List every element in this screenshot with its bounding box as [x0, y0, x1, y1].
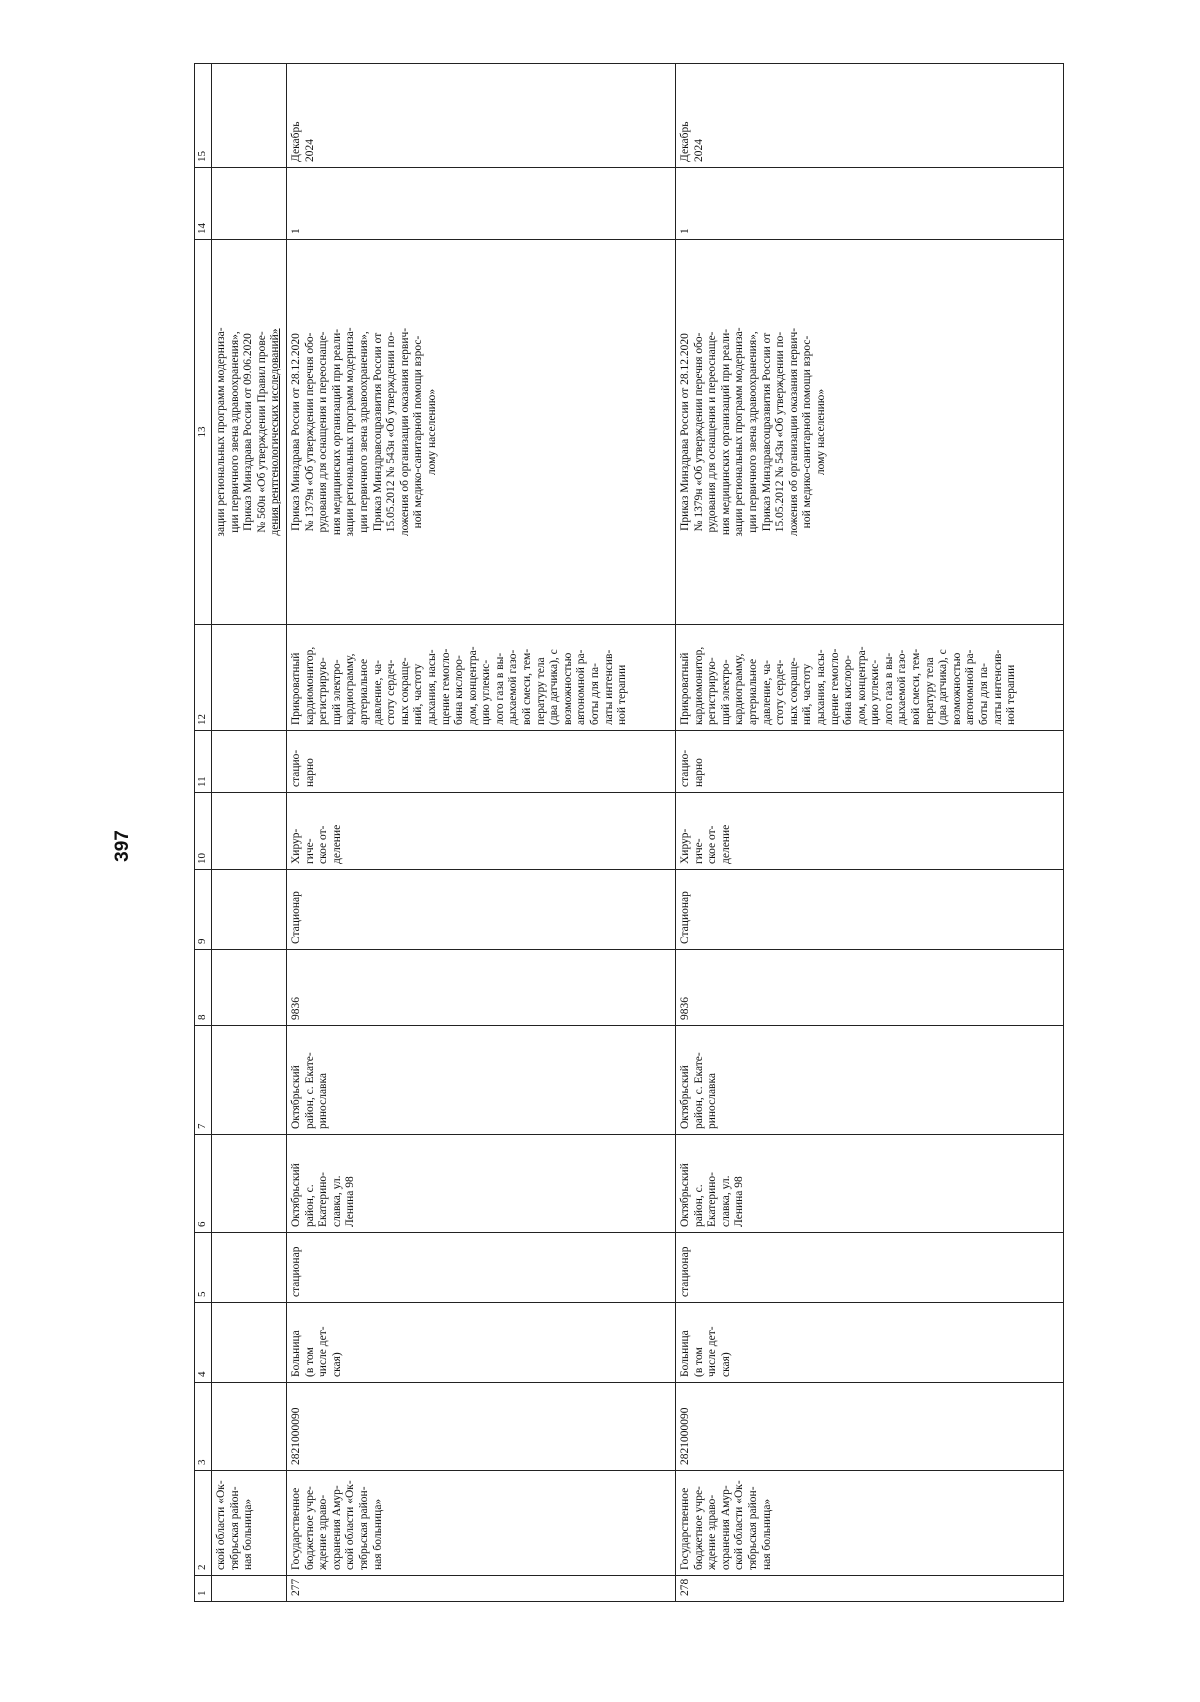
text-line: район, с.: [692, 1184, 705, 1227]
text-line: ское от-: [317, 825, 330, 864]
header-cell-3: 3: [195, 1383, 212, 1471]
text-line: дыхания, насы-: [425, 649, 438, 725]
text-line: ний, частоту: [801, 663, 814, 725]
cell-population: [212, 950, 287, 1026]
text-line: охранения Амур-: [719, 1485, 732, 1570]
cell-quantity: 1: [286, 168, 675, 240]
text-line: ской области «Ок-: [344, 1480, 357, 1570]
cell-institution: [675, 1471, 1063, 1576]
cell-regulation: [212, 240, 287, 625]
text-line: ной медико-санитарной помощи взрос-: [801, 335, 814, 529]
cell-facility-type: [286, 1303, 675, 1383]
text-line: ции первичного звена здравоохранения»,: [746, 331, 759, 533]
text-line: бина кислоро-: [842, 655, 855, 725]
text-line: кардиограмму,: [344, 653, 357, 725]
text-line: ское от-: [706, 825, 719, 864]
text-line: стацио-: [289, 749, 302, 787]
cell-regulation: [675, 240, 1063, 625]
text-line: деление: [330, 824, 343, 864]
cell-deadline: [675, 64, 1063, 168]
cell-locality: [675, 1026, 1063, 1135]
text-line: ная больница»: [242, 1498, 255, 1570]
text-line: № 1379н «Об утверждении перечня обо-: [692, 332, 705, 532]
header-cell-4: 4: [195, 1303, 212, 1383]
text-line: ская): [330, 1352, 343, 1377]
text-line: ния медицинских организаций при реали-: [330, 328, 343, 536]
text-line: лого газа в вы-: [493, 652, 506, 725]
header-cell-8: 8: [195, 950, 212, 1026]
cell-department: [212, 793, 287, 870]
header-cell-11: 11: [195, 731, 212, 793]
cell-unit: [212, 870, 287, 950]
cell-institution: [212, 1471, 287, 1576]
text-line: ная больница»: [760, 1498, 773, 1570]
text-line: ложения об организации оказания первич-: [398, 327, 411, 537]
text-line: кардиограмму,: [733, 653, 746, 725]
text-line: ной терапии: [616, 664, 629, 725]
header-cell-15: 15: [195, 64, 212, 168]
text-line: зации региональных программ модерниза-: [215, 327, 227, 537]
text-line: вой смеси, тем-: [910, 648, 923, 725]
cell-address: [286, 1135, 675, 1233]
text-line: дения рентгенологических исследований»: [269, 328, 282, 536]
header-cell-2: 2: [195, 1471, 212, 1576]
text-line: цию углекис-: [480, 659, 493, 725]
table-row: [675, 64, 1063, 1602]
text-line: лого газа в вы-: [882, 652, 895, 725]
text-line: возможностью: [950, 652, 963, 725]
text-line: нарно: [692, 758, 705, 787]
text-line: щий электро-: [719, 659, 732, 725]
text-line: ложения об организации оказания первич-: [787, 327, 800, 537]
text-line: щение гемогло-: [439, 648, 452, 725]
text-line: славка, ул.: [330, 1175, 343, 1227]
text-line: пературу тела: [923, 657, 936, 725]
text-line: деление: [719, 824, 732, 864]
cell-address: [675, 1135, 1063, 1233]
text-line: автономной ра-: [575, 649, 588, 725]
cell-number: 278: [675, 1576, 1063, 1602]
text-line: славка, ул.: [719, 1175, 732, 1227]
text-line: район, с. Екате-: [692, 1052, 705, 1129]
text-line: гиче-: [692, 838, 705, 864]
text-line: район, с. Екате-: [303, 1052, 316, 1129]
text-line: стоту сердеч-: [385, 659, 398, 725]
text-line: регистрирую-: [706, 657, 719, 725]
cell-conditions: [675, 731, 1063, 793]
text-line: артериальное: [746, 658, 759, 725]
text-line: ции первичного звена здравоохранения»,: [228, 331, 241, 533]
cell-locality: [212, 1026, 287, 1135]
text-line: Больница: [289, 1330, 302, 1377]
text-line: ской области «Ок-: [733, 1480, 746, 1570]
text-line: зации региональных программ модерниза-: [733, 327, 746, 537]
text-line: нарно: [303, 758, 316, 787]
text-line: ции первичного звена здравоохранения»,: [357, 331, 370, 533]
cell-department: [286, 793, 675, 870]
text-line: дыхания, насы-: [814, 649, 827, 725]
text-line: ждение здраво-: [706, 1494, 719, 1570]
text-line: (два датчика), с: [548, 649, 561, 725]
text-line: дыхаемой газо-: [896, 649, 909, 725]
text-line: (в том: [692, 1347, 705, 1377]
text-line: 2024: [303, 139, 316, 162]
text-line: цию углекис-: [869, 659, 882, 725]
text-line: бюджетное учре-: [692, 1486, 705, 1570]
text-line: 15.05.2012 № 543н «Об утверждении по-: [385, 331, 398, 533]
cell-care-form: [212, 1233, 287, 1303]
text-line: лому населению»: [425, 388, 438, 476]
text-line: стоту сердеч-: [774, 659, 787, 725]
text-line: Октябрьский: [289, 1065, 302, 1129]
text-line: кардиомонитор,: [303, 646, 316, 725]
text-line: зации региональных программ модерниза-: [344, 327, 357, 537]
text-line: автономной ра-: [964, 649, 977, 725]
cell-population: 9836: [675, 950, 1063, 1026]
table-row: [286, 64, 675, 1602]
text-line: ных сокраще-: [787, 657, 800, 725]
header-cell-6: 6: [195, 1135, 212, 1233]
cell-inn: 2821000090: [675, 1383, 1063, 1471]
text-line: латы интенсив-: [602, 649, 615, 725]
text-line: бина кислоро-: [453, 655, 466, 725]
cell-equipment: [675, 625, 1063, 731]
text-line: тябрьская район-: [746, 1486, 759, 1570]
text-line: ной медико-санитарной помощи взрос-: [412, 335, 425, 529]
header-cell-12: 12: [195, 625, 212, 731]
header-row: [195, 64, 212, 1602]
text-line: Октябрьский: [289, 1163, 302, 1227]
text-line: гиче-: [303, 838, 316, 864]
text-line: рудования для оснащения и переоснаще-: [706, 331, 719, 533]
text-line: дом, концентра-: [466, 646, 479, 725]
text-line: № 1379н «Об утверждении перечня обо-: [303, 332, 316, 532]
page-number: 397: [112, 830, 133, 862]
text-line: Хирур-: [678, 828, 691, 864]
text-line: щение гемогло-: [828, 648, 841, 725]
text-line: № 560н «Об утверждении Правил прове-: [255, 331, 268, 533]
header-cell-14: 14: [195, 168, 212, 240]
text-line: ных сокраще-: [398, 657, 411, 725]
text-line: лому населению»: [814, 388, 827, 476]
cell-institution: [286, 1471, 675, 1576]
header-cell-5: 5: [195, 1233, 212, 1303]
text-line: Декабрь: [289, 121, 302, 162]
text-line: стацио-: [678, 749, 691, 787]
text-line: Октябрьский: [678, 1065, 691, 1129]
text-line: ринославка: [706, 1073, 719, 1129]
header-cell-13: 13: [195, 240, 212, 625]
cell-unit: Стационар: [286, 870, 675, 950]
text-line: бюджетное учре-: [303, 1486, 316, 1570]
text-line: кардиомонитор,: [692, 646, 705, 725]
cell-conditions: [212, 731, 287, 793]
text-line: Хирур-: [289, 828, 302, 864]
text-line: Декабрь: [678, 121, 691, 162]
cell-care-form: стационар: [675, 1233, 1063, 1303]
cell-department: [675, 793, 1063, 870]
text-line: Октябрьский: [678, 1163, 691, 1227]
text-line: Приказ Минздравсоцразвития России от: [371, 332, 384, 532]
cell-unit: Стационар: [675, 870, 1063, 950]
cell-equipment: [286, 625, 675, 731]
text-line: Прикроватный: [289, 652, 302, 725]
text-line: Екатерино-: [317, 1171, 330, 1227]
cell-conditions: [286, 731, 675, 793]
text-line: ний, частоту: [412, 663, 425, 725]
text-line: латы интенсив-: [991, 649, 1004, 725]
cell-inn: [212, 1383, 287, 1471]
text-line: ная больница»: [371, 1498, 384, 1570]
cell-facility-type: [212, 1303, 287, 1383]
text-line: Приказ Минздравсоцразвития России от: [760, 332, 773, 532]
text-line: рудования для оснащения и переоснаще-: [317, 331, 330, 533]
cell-facility-type: [675, 1303, 1063, 1383]
text-line: тябрьская район-: [228, 1486, 241, 1570]
header-cell-10: 10: [195, 793, 212, 870]
rotated-table-container: [194, 84, 1064, 1602]
text-line: ждение здраво-: [317, 1494, 330, 1570]
text-line: (два датчика), с: [937, 649, 950, 725]
cell-population: 9836: [286, 950, 675, 1026]
header-cell-9: 9: [195, 870, 212, 950]
text-line: охранения Амур-: [330, 1485, 343, 1570]
text-line: давление, ча-: [760, 660, 773, 725]
text-line: давление, ча-: [371, 660, 384, 725]
cell-equipment: [212, 625, 287, 731]
text-line: Екатерино-: [706, 1171, 719, 1227]
text-line: (в том: [303, 1347, 316, 1377]
text-line: артериальное: [357, 658, 370, 725]
text-line: тябрьская район-: [357, 1486, 370, 1570]
cell-deadline: [212, 64, 287, 168]
cell-care-form: стационар: [286, 1233, 675, 1303]
continuation-row: [212, 64, 287, 1602]
cell-regulation: [286, 240, 675, 625]
cell-locality: [286, 1026, 675, 1135]
text-line: Приказ Минздрава России от 28.12.2020: [678, 333, 691, 531]
text-line: числе дет-: [317, 1326, 330, 1377]
text-line: Государственное: [678, 1487, 691, 1570]
text-line: боты для па-: [589, 663, 602, 725]
text-line: ной терапии: [1005, 664, 1018, 725]
text-line: дыхаемой газо-: [507, 649, 520, 725]
text-line: Государственное: [289, 1487, 302, 1570]
cell-inn: 2821000090: [286, 1383, 675, 1471]
cell-deadline: [286, 64, 675, 168]
cell-quantity: [212, 168, 287, 240]
text-line: ния медицинских организаций при реали-: [719, 328, 732, 536]
text-line: Ленина 98: [733, 1176, 746, 1227]
text-line: числе дет-: [706, 1326, 719, 1377]
header-cell-1: 1: [195, 1576, 212, 1602]
text-line: район, с.: [303, 1184, 316, 1227]
text-line: Прикроватный: [678, 652, 691, 725]
text-line: Больница: [678, 1330, 691, 1377]
text-line: ской области «Ок-: [215, 1480, 227, 1570]
equipment-table: [194, 63, 1064, 1602]
text-line: щий электро-: [330, 659, 343, 725]
header-cell-7: 7: [195, 1026, 212, 1135]
text-line: вой смеси, тем-: [521, 648, 534, 725]
text-line: регистрирую-: [317, 657, 330, 725]
text-line: пературу тела: [534, 657, 547, 725]
text-line: боты для па-: [978, 663, 991, 725]
text-line: ская): [719, 1352, 732, 1377]
text-line: Ленина 98: [344, 1176, 357, 1227]
text-line: Приказ Минздрава России от 28.12.2020: [289, 333, 302, 531]
text-line: дом, концентра-: [855, 646, 868, 725]
cell-address: [212, 1135, 287, 1233]
cell-number: [212, 1576, 287, 1602]
text-line: 15.05.2012 № 543н «Об утверждении по-: [774, 331, 787, 533]
text-line: возможностью: [561, 652, 574, 725]
text-line: ринославка: [317, 1073, 330, 1129]
cell-quantity: 1: [675, 168, 1063, 240]
text-line: Приказ Минздрава России от 09.06.2020: [242, 333, 255, 531]
text-line: 2024: [692, 139, 705, 162]
cell-number: 277: [286, 1576, 675, 1602]
